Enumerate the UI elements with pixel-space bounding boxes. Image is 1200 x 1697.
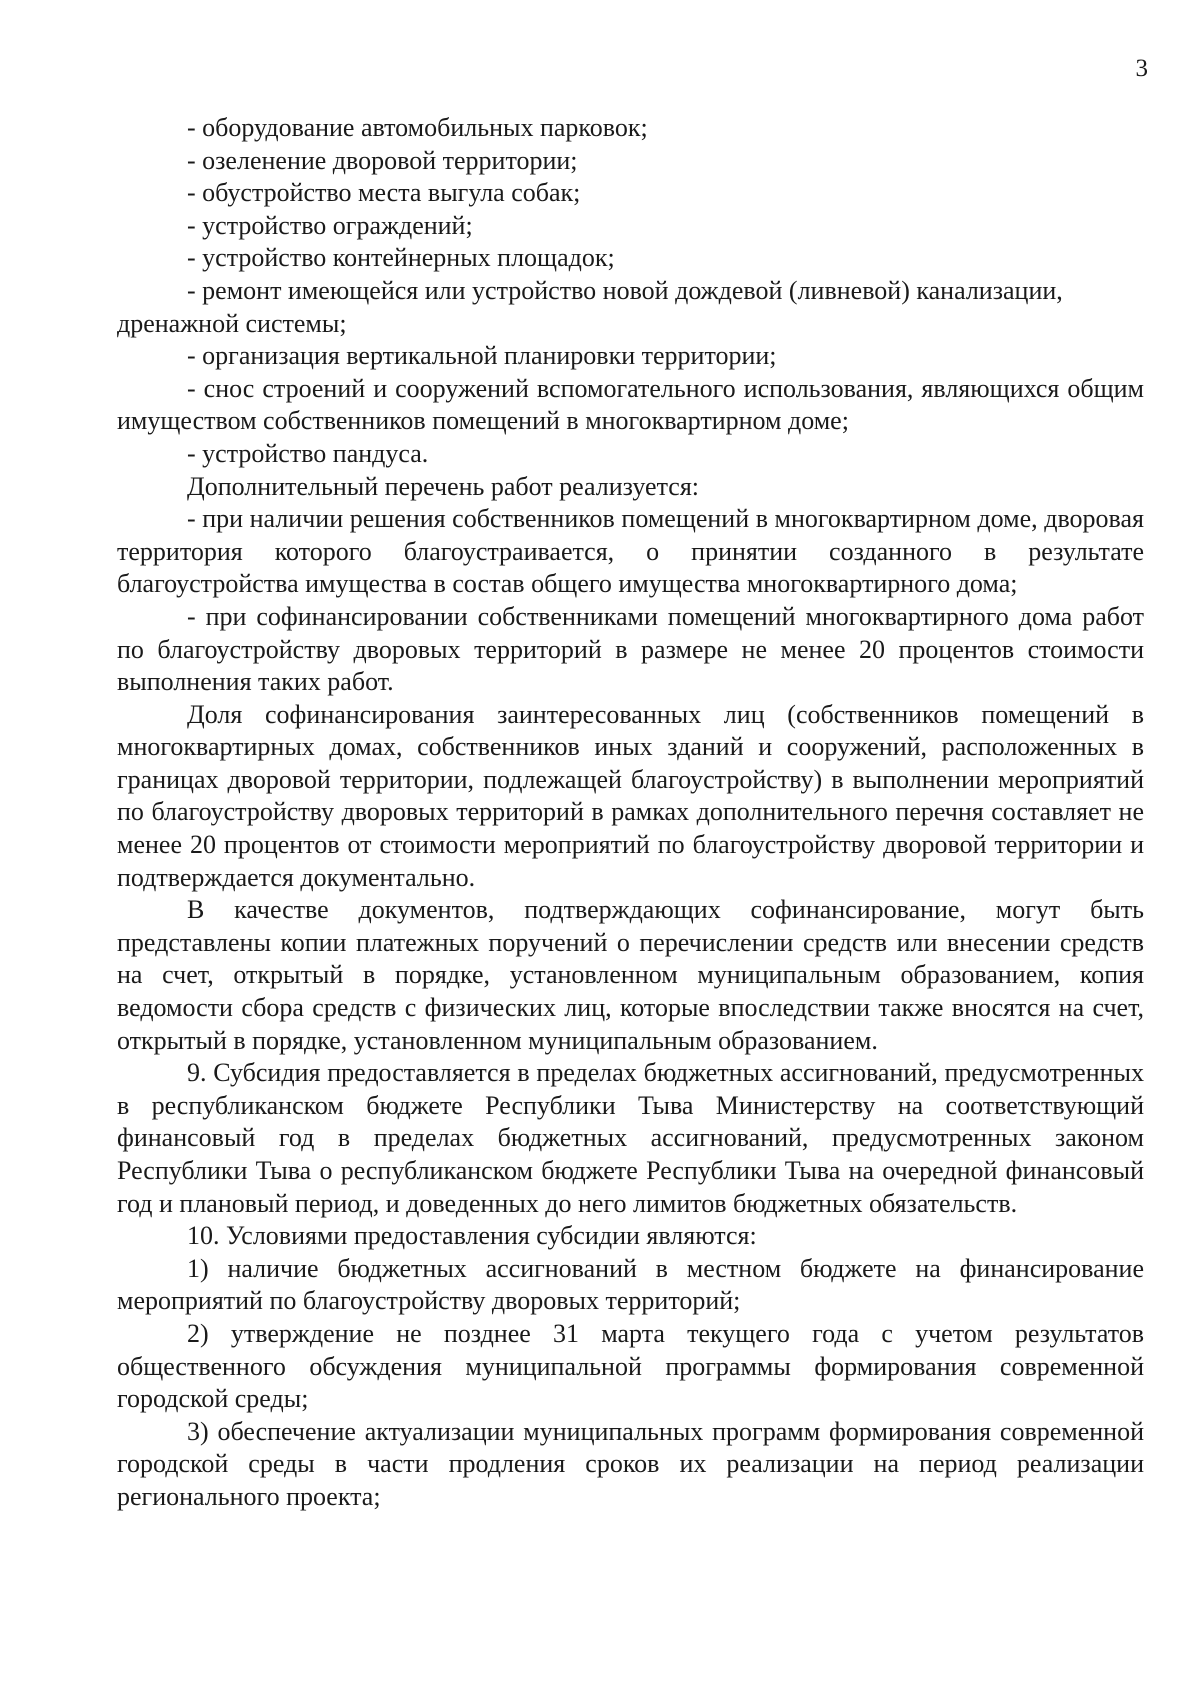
paragraph-supporting-documents: В качестве документов, подтверждающих софинансирование, могут быть представлены копии платежных поручений о перечислении средств или внесении средств на счет, открытый в порядке, установленном муниципальным образованием, копия ведомости сбора средств с физических лиц, которые впоследствии также вносятся на счет, открытый в порядке, установленном муниципальным образованием.	[117, 895, 1144, 1055]
list-item-fencing: - устройство ограждений;	[187, 210, 473, 240]
list-item-dog-area: - обустройство места выгула собак;	[187, 178, 581, 208]
list-item-ramp: - устройство пандуса.	[187, 438, 429, 468]
list-item-parking: - оборудование автомобильных парковок;	[187, 113, 648, 142]
list-item-vertical-planning: - организация вертикальной планировки территории;	[187, 341, 777, 371]
document-body	[117, 112, 1144, 1514]
paragraph-cofinancing-share: Доля софинансирования заинтересованных лиц (собственников помещений в многоквартирных домах, собственников иных зданий и сооружений, расположенных в границах дворовой территории, подлежащей благоустройству) в выполнении мероприятий по благоустройству дворовых территорий в рамках дополнительного перечня составляет не менее 20 процентов от стоимости мероприятий по благоустройству дворовой территории и подтверждается документально.	[117, 699, 1144, 892]
paragraph-section-9: 9. Субсидия предоставляется в пределах бюджетных ассигнований, предусмотренных в республиканском бюджете Республики Тыва Министерству на соответствующий финансовый год в пределах бюджетных ассигнований, предусмотренных законом Республики Тыва о республиканском бюджете Республики Тыва на очередной финансовый год и плановый период, и доведенных до него лимитов бюджетных обязательств.	[117, 1058, 1144, 1218]
list-item-greening: - озеленение дворовой территории;	[187, 145, 578, 175]
paragraph-additional-list: Дополнительный перечень работ реализуется:	[187, 471, 700, 501]
paragraph-section-10: 10. Условиями предоставления субсидии являются:	[187, 1221, 757, 1251]
list-item-drainage: - ремонт имеющейся или устройство новой дождевой (ливневой) канализации, дренажной системы;	[117, 275, 1063, 338]
list-item-demolition: - снос строений и сооружений вспомогательного использования, являющихся общим имуществом собственников помещений в многоквартирном доме;	[117, 373, 1144, 436]
paragraph-owners-decision: - при наличии решения собственников помещений в многоквартирном доме, дворовая территория которого благоустраивается, о принятии созданного в результате благоустройства имущества в состав общего имущества многоквартирного дома;	[117, 504, 1144, 599]
paragraph-condition-3: 3) обеспечение актуализации муниципальных программ формирования современной городской среды в части продления сроков их реализации на период реализации регионального проекта;	[117, 1416, 1144, 1511]
paragraph-condition-2: 2) утверждение не позднее 31 марта текущего года с учетом результатов общественного обсуждения муниципальной программы формирования современной городской среды;	[117, 1318, 1144, 1414]
paragraph-cofinancing-condition: - при софинансировании собственниками помещений многоквартирного дома работ по благоустройству дворовых территорий в размере не менее 20 процентов стоимости выполнения таких работ.	[117, 601, 1144, 697]
page-number: 3	[1135, 55, 1148, 82]
paragraph-condition-1: 1) наличие бюджетных ассигнований в местном бюджете на финансирование мероприятий по благоустройству дворовых территорий;	[117, 1253, 1144, 1316]
list-item-container-sites: - устройство контейнерных площадок;	[187, 243, 615, 273]
